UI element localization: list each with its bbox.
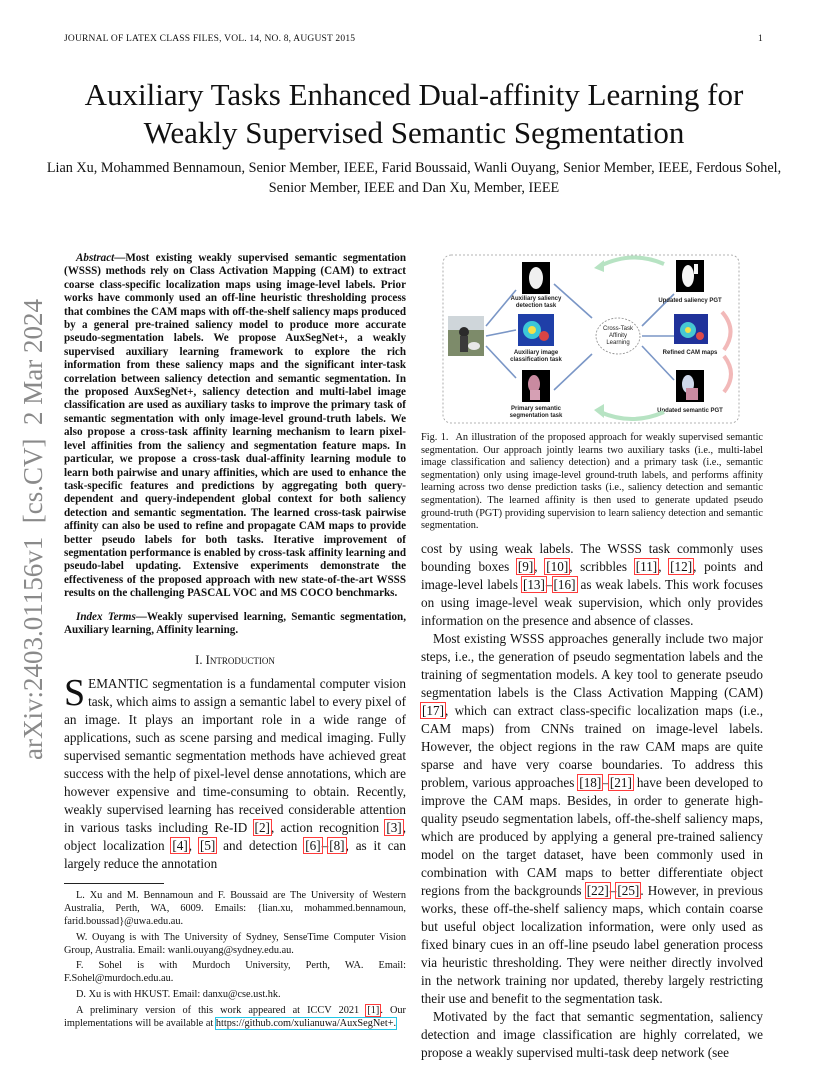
repository-link[interactable]: https://github.com/xulianuwa/AuxSegNet+. xyxy=(215,1017,397,1029)
body-text: Most existing WSSS approaches generally include two major steps, i.e., the generation of pseudo segmentation labels and the training of segmentation models. A key tool to generate pseudo segmentation labels is the Class Activation Mapping (CAM) xyxy=(421,631,763,700)
label-aux-saliency: Auxiliary saliency detection task xyxy=(510,296,562,309)
label-aux-classification: Auxiliary image classification task xyxy=(510,350,562,363)
citation-link[interactable]: [17] xyxy=(422,703,444,718)
citation-link[interactable]: [16] xyxy=(553,577,576,592)
paragraph-wsss-approaches xyxy=(421,630,763,1008)
segmentation-image xyxy=(522,370,550,402)
citation-link[interactable]: [9] xyxy=(517,559,534,574)
label-refined-cam: Refined CAM maps xyxy=(662,350,718,356)
label-primary-segmentation: Primary semantic segmentation task xyxy=(509,406,563,419)
intro-text: , xyxy=(188,838,199,854)
abstract-label: Abstract xyxy=(76,252,115,264)
body-text: – xyxy=(545,577,553,592)
figure-1 xyxy=(442,254,740,424)
updated-semantic-image xyxy=(676,370,704,402)
body-text: , points and image-level labels xyxy=(421,559,764,592)
running-header: JOURNAL OF LATEX CLASS FILES, VOL. 14, NO. 8, AUGUST 2015 xyxy=(64,34,356,44)
page-number: 1 xyxy=(758,34,763,44)
body-text: as weak labels. This work focuses on using image-level weak supervision, which only provides information on the presence and absence of classes. xyxy=(421,577,763,628)
label-cross-task: Cross-Task Affinity Learning xyxy=(602,326,634,346)
figure-caption xyxy=(421,432,763,533)
body-text: have been developed to improve the CAM maps. Besides, in order to generate high-quality pseudo segmentation labels, off-the-shelf saliency maps, which are produced by applying a general pre-trained saliency model on the target dataset, have been commonly used in combination with CAM maps to better differentiate object regions from the backgrounds xyxy=(421,775,763,898)
arxiv-stamp xyxy=(6,290,54,760)
footnote-affiliation-murdoch: F. Sohel is with Murdoch University, Perth, WA. Email: F.Sohel@murdoch.edu.au. xyxy=(64,960,406,985)
citation-link[interactable]: [25] xyxy=(617,883,640,898)
updated-saliency-image xyxy=(676,260,704,292)
drop-cap: S xyxy=(64,672,86,715)
body-text: , xyxy=(534,559,546,574)
input-image xyxy=(448,316,484,356)
citation-link[interactable]: [10] xyxy=(546,559,569,574)
citation-link[interactable]: [21] xyxy=(609,775,632,790)
index-terms xyxy=(64,611,406,638)
refined-cam-image xyxy=(674,314,708,344)
section-heading-introduction: I. Introduction xyxy=(195,653,275,668)
footnote-preliminary xyxy=(64,1005,406,1031)
citation-link[interactable]: [22] xyxy=(586,883,609,898)
intro-text: , action recognition xyxy=(270,820,386,836)
body-text: – xyxy=(609,883,617,898)
citation-link[interactable]: [4] xyxy=(172,838,188,854)
citation-link[interactable]: [8] xyxy=(329,838,345,854)
paper-title: Auxiliary Tasks Enhanced Dual-affinity Learning for Weakly Supervised Semantic Segmentation xyxy=(84,77,744,150)
footnote-affiliation-hkust: D. Xu is with HKUST. Email: danxu@cse.ust.hk. xyxy=(76,988,281,1000)
abstract-text: —Most existing weakly supervised semantic segmentation (WSSS) methods rely on Class Activation Mapping (CAM) to extract coarse class-specific localization maps using image-level labels. Prior works have commonly used an off-line heuristic thresholding process that combines the CAM maps with off-the-shelf saliency maps produced by a general pre-trained saliency model to produce more accurate pseudo-segmentation labels. We propose AuxSegNet+, a weakly supervised auxiliary learning framework to explore the rich information from these saliency maps and the significant inter-task correlation between saliency detection and semantic segmentation. In the proposed AuxSegNet+, saliency detection and multi-label image classification are used as auxiliary tasks to improve the primary task of semantic segmentation with only image-level ground-truth labels. We also propose a cross-task affinity learning mechanism to learn pixel-level affinities from the saliency and segmentation feature maps. In particular, we propose a cross-task dual-affinity learning module to learn both pairwise and unary affinities, which are used to enhance the task-specific features and predictions by aggregating both query-dependent and query-independent global context for both saliency detection and semantic segmentation. The learned cross-task pairwise affinity can also be used to refine and propagate CAM maps to provide better pseudo labels for both tasks. Iterative improvement of segmentation performance is enabled by cross-task affinity learning and pseudo-label updating. Extensive experiments demonstrate the effectiveness of the proposed approach with new state-of-the-art WSSS results on the challenging PASCAL VOC and MS COCO benchmarks. xyxy=(64,252,406,600)
intro-text: , object localization xyxy=(64,820,406,854)
body-text: , xyxy=(658,559,670,574)
citation-link[interactable]: [13] xyxy=(522,577,545,592)
right-column xyxy=(421,540,763,1062)
abstract xyxy=(64,252,406,601)
body-text: . However, in previous works, these off-the-shelf saliency maps, which contain coarse but useful object localization information, were only used as fixed binary cues in an off-line pseudo label generation process via heuristic thresholding. They were neither directly involved in the network training nor updated, thereby largely restricting their use and benefit to the segmentation task. xyxy=(421,883,763,1006)
intro-text: – xyxy=(321,838,329,854)
label-updated-saliency: Updated saliency PGT xyxy=(658,298,722,304)
citation-link[interactable]: [18] xyxy=(579,775,602,790)
citation-link[interactable]: [5] xyxy=(199,838,216,854)
index-terms-text: —Weakly supervised learning, Semantic segmentation, Auxiliary learning, Affinity learning. xyxy=(64,610,406,636)
citation-link[interactable]: [6] xyxy=(305,838,321,854)
paragraph-motivation: Motivated by the fact that semantic segmentation, saliency detection and image classification are highly correlated, we propose a weakly supervised multi-task deep network (see xyxy=(421,1009,763,1060)
footnote-affiliation-sydney: W. Ouyang is with The University of Sydney, SenseTime Computer Vision Group, Australia. Email: wanli.ouyang@sydney.edu.au. xyxy=(64,931,406,956)
label-updated-semantic: Updated semantic PGT xyxy=(657,408,723,414)
left-column xyxy=(64,252,406,1033)
footnote-separator xyxy=(64,883,164,884)
citation-link[interactable]: [12] xyxy=(670,559,693,574)
paragraph-weak-labels xyxy=(421,540,763,630)
body-text: cost by using weak labels. The WSSS task commonly uses bounding boxes xyxy=(421,541,763,574)
cam-image xyxy=(518,314,554,346)
citation-link[interactable]: [3] xyxy=(386,820,402,836)
citation-link[interactable]: [1] xyxy=(367,1004,380,1016)
body-text: – xyxy=(602,775,609,790)
intro-paragraph xyxy=(64,672,406,873)
footnote-text: A preliminary version of this work appeared at ICCV 2021 xyxy=(76,1004,367,1016)
arxiv-stamp-text: arXiv:2403.01156v1 [cs.CV] 2 Mar 2024 xyxy=(18,299,48,760)
saliency-map-image xyxy=(522,262,550,294)
intro-text: and detection xyxy=(216,838,305,854)
intro-text: , as it can largely reduce the annotation xyxy=(64,838,406,872)
intro-text: EMANTIC segmentation is a fundamental computer vision task, which aims to assign a semantic label to every pixel of an image. It plays an important role in a wide range of applications, such as scene parsing and medical imaging. Fully supervised semantic segmentation methods have achieved great success with the help of pixel-level dense annotations, which are however expensive and time-consuming to obtain. Recently, weakly supervised learning has received considerable attention in various tasks including Re-ID xyxy=(64,676,406,836)
citation-link[interactable]: [11] xyxy=(635,559,658,574)
citation-link[interactable]: [2] xyxy=(254,820,270,836)
caption-text: An illustration of the proposed approach for weakly supervised semantic segmentation. Our approach jointly learns two auxiliary tasks (i.e., multi-label image classification and saliency detection) and a primary task (i.e., semantic segmentation) only using image-level ground-truth labels, and performs affinity learning across two dense prediction tasks (i.e., saliency detection and semantic segmentation). The learned affinity is then used to generate updated pseudo ground-truth (PGT) providing supervision to learn saliency detection and semantic segmentation. xyxy=(421,432,764,532)
footnote-affiliation-uwa: L. Xu and M. Bennamoun and F. Boussaid are The University of Western Australia, Perth, WA, 6009. Emails: {lian.xu, mohammed.bennamoun, farid.boussad}@uwa.edu.au. xyxy=(64,890,406,927)
body-text: , which can extract class-specific localization maps (i.e., CAM maps) from CNNs trained on image-level labels. However, the object regions in the raw CAM maps are quite sparse and have very coarse boundaries. To address this problem, various approaches xyxy=(421,703,763,790)
index-terms-label: Index Terms xyxy=(76,610,136,623)
caption-label: Fig. 1. xyxy=(421,432,449,443)
footnote-text: . Our implementations will be available at xyxy=(64,1004,406,1029)
author-list: Lian Xu, Mohammed Bennamoun, Senior Member, IEEE, Farid Boussaid, Wanli Ouyang, Senior Member, IEEE, Ferdous Sohel, Senior Member, IEEE and Dan Xu, Member, IEEE xyxy=(46,160,782,196)
body-text: , scribbles xyxy=(569,559,635,574)
